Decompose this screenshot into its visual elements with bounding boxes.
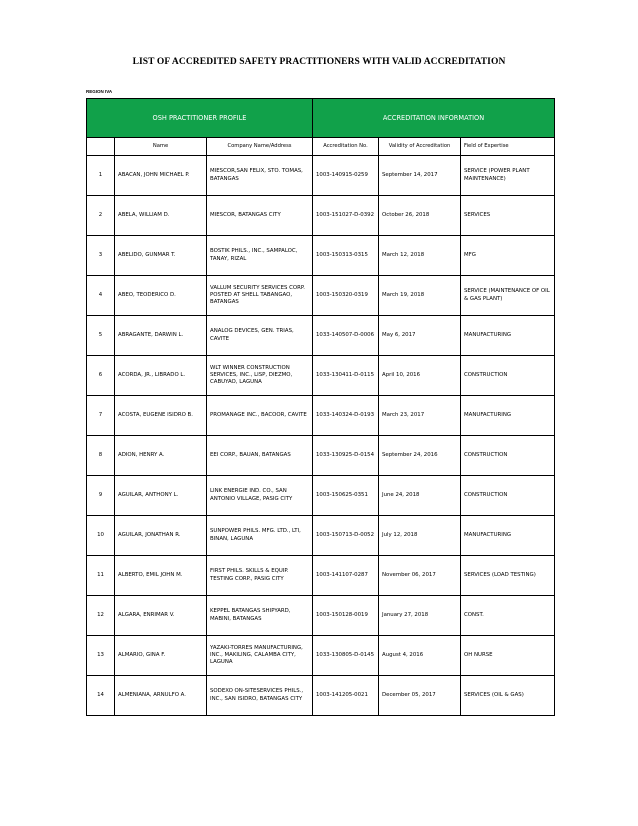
table-row xyxy=(87,636,555,676)
practitioner-name: ABEO, TEODERICO D. xyxy=(115,276,207,316)
accreditation-number: 1003-140915-0259 xyxy=(313,156,379,196)
field-of-expertise: CONSTRUCTION xyxy=(461,476,555,516)
table-row xyxy=(87,516,555,556)
company-address: PROMANAGE INC., BACOOR, CAVITE xyxy=(207,396,313,436)
field-of-expertise: SERVICES (OIL & GAS) xyxy=(461,676,555,716)
osh-profile-header: OSH PRACTITIONER PROFILE xyxy=(87,99,313,138)
practitioner-name: ACORDA, JR., LIBRADO L. xyxy=(115,356,207,396)
row-number: 9 xyxy=(87,476,115,516)
field-of-expertise: CONSTRUCTION xyxy=(461,356,555,396)
row-number: 13 xyxy=(87,636,115,676)
row-number: 14 xyxy=(87,676,115,716)
field-of-expertise: CONSTRUCTION xyxy=(461,436,555,476)
row-number: 2 xyxy=(87,196,115,236)
accreditation-number: 1003-150313-0315 xyxy=(313,236,379,276)
practitioners-table xyxy=(86,98,555,716)
table-row xyxy=(87,236,555,276)
company-address: ANALOG DEVICES, GEN. TRIAS, CAVITE xyxy=(207,316,313,356)
table-row xyxy=(87,676,555,716)
group-header-row xyxy=(87,99,555,138)
practitioner-name: ALBERTO, EMIL JOHN M. xyxy=(115,556,207,596)
table-row xyxy=(87,596,555,636)
column-header-validity: Validity of Accreditation xyxy=(379,138,461,156)
accreditation-number: 1003-151027-D-0392 xyxy=(313,196,379,236)
company-address: VALLUM SECURITY SERVICES CORP. POSTED AT SHELL TABANGAO, BATANGAS xyxy=(207,276,313,316)
field-of-expertise: SERVICE (POWER PLANT MAINTENANCE) xyxy=(461,156,555,196)
accreditation-number: 1003-150320-0319 xyxy=(313,276,379,316)
accreditation-number: 1003-150713-D-0052 xyxy=(313,516,379,556)
column-header-number xyxy=(87,138,115,156)
row-number: 3 xyxy=(87,236,115,276)
accreditation-number: 1033-130411-D-0115 xyxy=(313,356,379,396)
company-address: WLT WINNER CONSTRUCTION SERVICES, INC., LISP, DIEZMO, CABUYAO, LAGUNA xyxy=(207,356,313,396)
practitioner-name: ABRAGANTE, DARWIN L. xyxy=(115,316,207,356)
validity-date: March 12, 2018 xyxy=(379,236,461,276)
company-address: FIRST PHILS. SKILLS & EQUIP. TESTING CORP., PASIG CITY xyxy=(207,556,313,596)
company-address: LINK ENERGIE IND. CO., SAN ANTONIO VILLAGE, PASIG CITY xyxy=(207,476,313,516)
validity-date: May 6, 2017 xyxy=(379,316,461,356)
column-header-accreditation-no: Accreditation No. xyxy=(313,138,379,156)
accreditation-number: 1003-150128-0019 xyxy=(313,596,379,636)
table-row xyxy=(87,556,555,596)
accreditation-number: 1003-150625-0351 xyxy=(313,476,379,516)
validity-date: July 12, 2018 xyxy=(379,516,461,556)
row-number: 6 xyxy=(87,356,115,396)
field-of-expertise: CONST. xyxy=(461,596,555,636)
column-header-company: Company Name/Address xyxy=(207,138,313,156)
company-address: MIESCOR,SAN FELIX, STO. TOMAS, BATANGAS xyxy=(207,156,313,196)
company-address: SUNPOWER PHILS. MFG. LTD., LTI, BINAN, LAGUNA xyxy=(207,516,313,556)
field-of-expertise: MANUFACTURING xyxy=(461,516,555,556)
column-header-row xyxy=(87,138,555,156)
field-of-expertise: SERVICES (LOAD TESTING) xyxy=(461,556,555,596)
practitioner-name: ACOSTA, EUGENE ISIDRO B. xyxy=(115,396,207,436)
company-address: SODEXO ON-SITESERVICES PHILS., INC., SAN ISIDRO, BATANGAS CITY xyxy=(207,676,313,716)
accreditation-number: 1033-140507-D-0006 xyxy=(313,316,379,356)
practitioner-name: ADION, HENRY A. xyxy=(115,436,207,476)
practitioner-name: ABELA, WILLIAM D. xyxy=(115,196,207,236)
practitioner-name: AGUILAR, JONATHAN R. xyxy=(115,516,207,556)
table-row xyxy=(87,396,555,436)
accreditation-number: 1033-130925-D-0154 xyxy=(313,436,379,476)
row-number: 5 xyxy=(87,316,115,356)
validity-date: August 4, 2016 xyxy=(379,636,461,676)
column-header-name: Name xyxy=(115,138,207,156)
company-address: KEPPEL BATANGAS SHIPYARD, MABINI, BATANGAS xyxy=(207,596,313,636)
table-row xyxy=(87,276,555,316)
company-address: EEI CORP., BAUAN, BATANGAS xyxy=(207,436,313,476)
row-number: 8 xyxy=(87,436,115,476)
field-of-expertise: OH NURSE xyxy=(461,636,555,676)
table-row xyxy=(87,476,555,516)
row-number: 1 xyxy=(87,156,115,196)
validity-date: March 23, 2017 xyxy=(379,396,461,436)
practitioner-name: ALMENIANA, ARNULFO A. xyxy=(115,676,207,716)
accreditation-number: 1003-141107-0287 xyxy=(313,556,379,596)
validity-date: April 10, 2016 xyxy=(379,356,461,396)
practitioner-name: ALMARIO, GINA F. xyxy=(115,636,207,676)
accreditation-number: 1003-141205-0021 xyxy=(313,676,379,716)
company-address: YAZAKI-TORRES MANUFACTURING, INC., MAKILING, CALAMBA CITY, LAGUNA xyxy=(207,636,313,676)
validity-date: June 24, 2018 xyxy=(379,476,461,516)
practitioner-name: ABACAN, JOHN MICHAEL P. xyxy=(115,156,207,196)
field-of-expertise: SERVICES xyxy=(461,196,555,236)
validity-date: November 06, 2017 xyxy=(379,556,461,596)
row-number: 11 xyxy=(87,556,115,596)
table-row xyxy=(87,196,555,236)
table-row xyxy=(87,316,555,356)
row-number: 4 xyxy=(87,276,115,316)
validity-date: September 24, 2016 xyxy=(379,436,461,476)
accreditation-number: 1033-140324-D-0193 xyxy=(313,396,379,436)
row-number: 10 xyxy=(87,516,115,556)
validity-date: October 26, 2018 xyxy=(379,196,461,236)
table-body xyxy=(87,156,555,716)
row-number: 12 xyxy=(87,596,115,636)
company-address: BOSTIK PHILS., INC., SAMPALOC, TANAY, RIZAL xyxy=(207,236,313,276)
column-header-expertise: Field of Expertise xyxy=(461,138,555,156)
validity-date: September 14, 2017 xyxy=(379,156,461,196)
table-row xyxy=(87,156,555,196)
table-row xyxy=(87,436,555,476)
field-of-expertise: SERVICE (MAINTENANCE OF OIL & GAS PLANT) xyxy=(461,276,555,316)
practitioner-name: ABELIDO, GUNMAR T. xyxy=(115,236,207,276)
row-number: 7 xyxy=(87,396,115,436)
practitioner-name: AGUILAR, ANTHONY L. xyxy=(115,476,207,516)
practitioner-name: ALGARA, ENRIMAR V. xyxy=(115,596,207,636)
document-title: LIST OF ACCREDITED SAFETY PRACTITIONERS WITH VALID ACCREDITATION xyxy=(132,57,506,67)
accreditation-number: 1033-130805-D-0145 xyxy=(313,636,379,676)
accreditation-info-header: ACCREDITATION INFORMATION xyxy=(313,99,555,138)
region-label: REGION IVA xyxy=(86,89,113,94)
validity-date: January 27, 2018 xyxy=(379,596,461,636)
field-of-expertise: MANUFACTURING xyxy=(461,396,555,436)
table-row xyxy=(87,356,555,396)
validity-date: March 19, 2018 xyxy=(379,276,461,316)
validity-date: December 05, 2017 xyxy=(379,676,461,716)
company-address: MIESCOR, BATANGAS CITY xyxy=(207,196,313,236)
field-of-expertise: MFG xyxy=(461,236,555,276)
field-of-expertise: MANUFACTURING xyxy=(461,316,555,356)
